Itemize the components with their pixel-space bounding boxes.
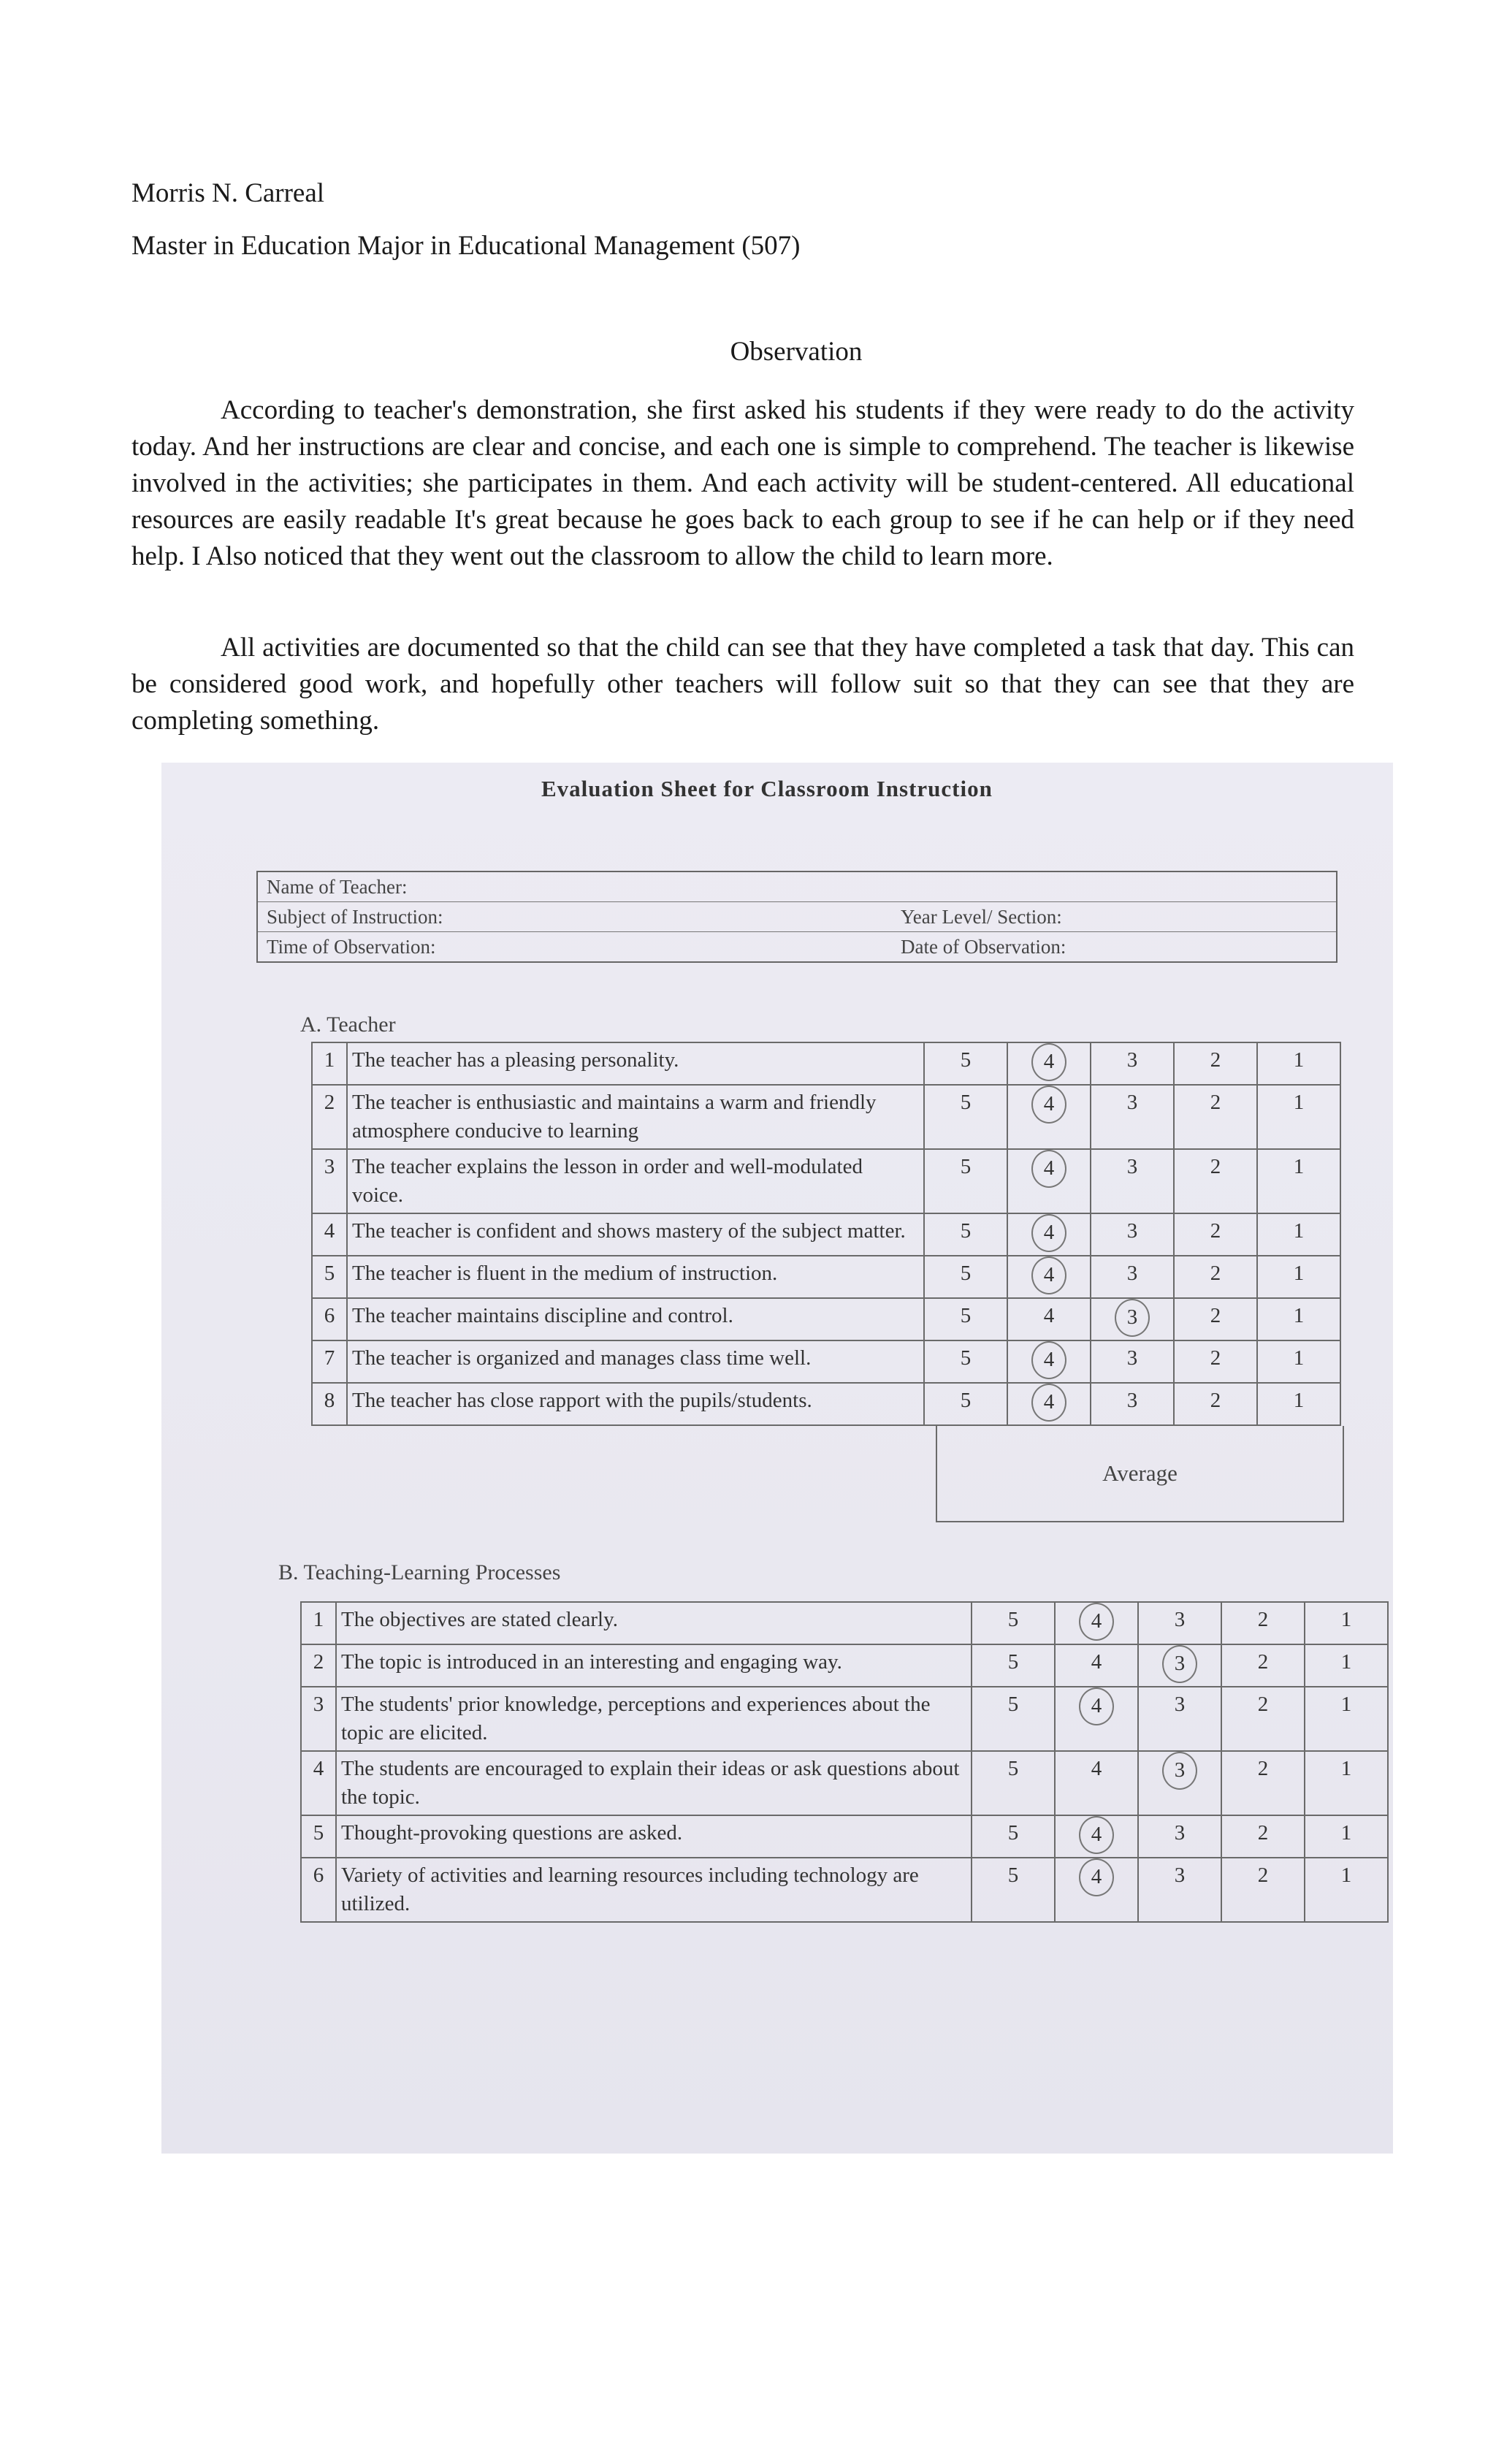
- item-number: 3: [312, 1149, 347, 1213]
- rating-value: 5: [1007, 1864, 1019, 1887]
- rating-cell-2: [1221, 1687, 1305, 1751]
- item-number: 1: [301, 1602, 336, 1644]
- circled-rating: 4: [1031, 1341, 1066, 1379]
- section-b-title: B. Teaching-Learning Processes: [278, 1560, 561, 1584]
- section-b-table: [300, 1601, 1389, 1923]
- item-number: 4: [301, 1751, 336, 1815]
- item-criterion: The teacher is organized and manages class time well.: [347, 1340, 924, 1383]
- rating-cell-4: [1055, 1815, 1138, 1858]
- rating-value: 3: [1126, 1262, 1138, 1285]
- rating-value: 5: [960, 1048, 972, 1072]
- teacher-info-box: [256, 871, 1337, 963]
- rating-cell-5: [972, 1751, 1055, 1815]
- observation-title: Observation: [730, 337, 863, 367]
- item-criterion: The objectives are stated clearly.: [336, 1602, 972, 1644]
- rating-value: 3: [1174, 1608, 1186, 1631]
- rating-value: 1: [1293, 1219, 1305, 1243]
- rating-value: 1: [1293, 1155, 1305, 1178]
- rating-cell-3: [1091, 1383, 1174, 1425]
- table-row: [301, 1602, 1388, 1644]
- rating-value: 5: [960, 1346, 972, 1370]
- item-number: 8: [312, 1383, 347, 1425]
- rating-value: 5: [1007, 1821, 1019, 1845]
- evaluation-sheet-photo: [161, 763, 1393, 2154]
- rating-cell-1: [1257, 1256, 1340, 1298]
- rating-cell-4: [1007, 1042, 1091, 1085]
- rating-cell-1: [1305, 1751, 1388, 1815]
- rating-cell-5: [924, 1085, 1007, 1149]
- item-number: 2: [301, 1644, 336, 1687]
- rating-value: 5: [960, 1155, 972, 1178]
- circled-rating: 3: [1162, 1752, 1197, 1790]
- rating-value: 3: [1126, 1219, 1138, 1243]
- rating-cell-1: [1257, 1298, 1340, 1340]
- rating-value: 2: [1210, 1389, 1221, 1412]
- rating-value: 1: [1340, 1821, 1352, 1845]
- rating-cell-5: [924, 1213, 1007, 1256]
- rating-value: 1: [1340, 1650, 1352, 1674]
- circled-rating: 4: [1031, 1043, 1066, 1081]
- rating-cell-2: [1174, 1383, 1257, 1425]
- rating-value: 4: [1091, 1757, 1102, 1780]
- rating-value: 5: [1007, 1693, 1019, 1716]
- rating-cell-3: [1091, 1340, 1174, 1383]
- item-criterion: The teacher is enthusiastic and maintains a warm and friendly atmosphere conducive to learning: [347, 1085, 924, 1149]
- rating-cell-5: [972, 1815, 1055, 1858]
- rating-value: 1: [1293, 1091, 1305, 1114]
- rating-value: 1: [1293, 1346, 1305, 1370]
- rating-cell-2: [1221, 1602, 1305, 1644]
- rating-value: 1: [1293, 1262, 1305, 1285]
- item-number: 6: [301, 1858, 336, 1922]
- rating-cell-4: [1007, 1213, 1091, 1256]
- rating-cell-3: [1091, 1085, 1174, 1149]
- rating-cell-5: [924, 1340, 1007, 1383]
- item-criterion: The teacher is fluent in the medium of instruction.: [347, 1256, 924, 1298]
- rating-value: 3: [1174, 1693, 1186, 1716]
- rating-cell-3: [1138, 1687, 1221, 1751]
- rating-cell-1: [1305, 1602, 1388, 1644]
- average-cell: [936, 1426, 1344, 1522]
- info-row-subject: [258, 902, 1336, 932]
- item-number: 2: [312, 1085, 347, 1149]
- rating-value: 1: [1340, 1693, 1352, 1716]
- rating-cell-4: [1007, 1340, 1091, 1383]
- item-criterion: The teacher explains the lesson in order and well-modulated voice.: [347, 1149, 924, 1213]
- rating-value: 4: [1043, 1304, 1055, 1327]
- rating-value: 2: [1257, 1864, 1269, 1887]
- rating-value: 5: [960, 1304, 972, 1327]
- circled-rating: 3: [1115, 1299, 1150, 1337]
- rating-cell-4: [1007, 1298, 1091, 1340]
- table-row: [312, 1149, 1340, 1213]
- rating-cell-1: [1257, 1213, 1340, 1256]
- item-number: 3: [301, 1687, 336, 1751]
- rating-cell-3: [1091, 1298, 1174, 1340]
- table-row: [301, 1644, 1388, 1687]
- rating-cell-5: [972, 1602, 1055, 1644]
- rating-value: 2: [1210, 1262, 1221, 1285]
- rating-cell-3: [1138, 1815, 1221, 1858]
- item-criterion: The teacher has close rapport with the pupils/students.: [347, 1383, 924, 1425]
- rating-cell-1: [1305, 1644, 1388, 1687]
- rating-value: 5: [960, 1262, 972, 1285]
- rating-value: 5: [960, 1091, 972, 1114]
- circled-rating: 4: [1031, 1086, 1066, 1124]
- subject-label: Subject of Instruction:: [267, 906, 443, 928]
- circled-rating: 4: [1079, 1603, 1114, 1641]
- rating-value: 2: [1210, 1304, 1221, 1327]
- item-criterion: The teacher is confident and shows mastery of the subject matter.: [347, 1213, 924, 1256]
- observation-paragraph-1: According to teacher's demonstration, she first asked his students if they were ready to do the activity today. And her instructions are clear and concise, and each one is simple to comprehend. The teacher is likewise involved in the activities; she participates in them. And each activity will be student-centered. All educational resources are easily readable It's great because he goes back to each group to see if he can help or if they need help. I Also noticed that they went out the classroom to allow the child to learn more.: [131, 395, 1354, 571]
- rating-value: 5: [960, 1219, 972, 1243]
- item-criterion: The topic is introduced in an interesting and engaging way.: [336, 1644, 972, 1687]
- author-name: Morris N. Carreal: [131, 178, 325, 208]
- table-row: [312, 1298, 1340, 1340]
- rating-cell-5: [972, 1858, 1055, 1922]
- section-a-table: [311, 1042, 1341, 1426]
- item-number: 6: [312, 1298, 347, 1340]
- rating-value: 2: [1210, 1091, 1221, 1114]
- rating-value: 3: [1126, 1346, 1138, 1370]
- item-criterion: Thought-provoking questions are asked.: [336, 1815, 972, 1858]
- rating-cell-2: [1174, 1298, 1257, 1340]
- rating-value: 2: [1257, 1821, 1269, 1845]
- rating-cell-4: [1007, 1383, 1091, 1425]
- observation-paragraph-2: All activities are documented so that the child can see that they have completed a task that day. This can be considered good work, and hopefully other teachers will follow suit so that they can see that they are completing something.: [131, 633, 1354, 736]
- rating-value: 5: [1007, 1757, 1019, 1780]
- table-row: [312, 1340, 1340, 1383]
- circled-rating: 4: [1079, 1687, 1114, 1725]
- item-number: 7: [312, 1340, 347, 1383]
- rating-value: 4: [1091, 1650, 1102, 1674]
- rating-cell-3: [1138, 1858, 1221, 1922]
- table-row: [312, 1085, 1340, 1149]
- circled-rating: 4: [1031, 1384, 1066, 1422]
- rating-cell-4: [1007, 1149, 1091, 1213]
- rating-value: 1: [1293, 1304, 1305, 1327]
- rating-value: 1: [1340, 1864, 1352, 1887]
- rating-value: 2: [1210, 1346, 1221, 1370]
- rating-cell-4: [1055, 1644, 1138, 1687]
- rating-cell-4: [1007, 1256, 1091, 1298]
- item-criterion: The teacher maintains discipline and control.: [347, 1298, 924, 1340]
- rating-value: 3: [1126, 1389, 1138, 1412]
- rating-cell-1: [1257, 1149, 1340, 1213]
- rating-cell-1: [1257, 1085, 1340, 1149]
- rating-cell-4: [1055, 1858, 1138, 1922]
- rating-cell-2: [1174, 1340, 1257, 1383]
- rating-cell-2: [1174, 1149, 1257, 1213]
- rating-value: 1: [1340, 1757, 1352, 1780]
- rating-cell-1: [1305, 1858, 1388, 1922]
- rating-cell-4: [1055, 1751, 1138, 1815]
- rating-cell-4: [1007, 1085, 1091, 1149]
- item-number: 5: [301, 1815, 336, 1858]
- rating-cell-5: [972, 1687, 1055, 1751]
- rating-value: 2: [1257, 1608, 1269, 1631]
- rating-cell-3: [1091, 1256, 1174, 1298]
- rating-value: 5: [960, 1389, 972, 1412]
- rating-value: 3: [1126, 1048, 1138, 1072]
- rating-cell-2: [1174, 1085, 1257, 1149]
- rating-cell-1: [1305, 1815, 1388, 1858]
- item-criterion: The students' prior knowledge, perceptions and experiences about the topic are elicited.: [336, 1687, 972, 1751]
- teacher-name-label: Name of Teacher:: [267, 876, 408, 898]
- rating-cell-3: [1091, 1042, 1174, 1085]
- circled-rating: 4: [1079, 1858, 1114, 1896]
- section-a-title: A. Teacher: [300, 1012, 396, 1037]
- circled-rating: 4: [1031, 1256, 1066, 1294]
- year-level-label: Year Level/ Section:: [901, 906, 1062, 928]
- rating-cell-5: [924, 1298, 1007, 1340]
- rating-value: 2: [1210, 1219, 1221, 1243]
- item-number: 4: [312, 1213, 347, 1256]
- item-number: 5: [312, 1256, 347, 1298]
- table-row: [312, 1042, 1340, 1085]
- rating-value: 2: [1257, 1757, 1269, 1780]
- circled-rating: 4: [1031, 1214, 1066, 1252]
- average-label: Average: [1102, 1460, 1178, 1486]
- rating-cell-5: [924, 1383, 1007, 1425]
- rating-cell-3: [1091, 1149, 1174, 1213]
- program-line: Master in Education Major in Educational Management (507): [131, 231, 801, 261]
- info-row-teacher: [258, 872, 1336, 902]
- rating-cell-1: [1257, 1042, 1340, 1085]
- table-row: [301, 1815, 1388, 1858]
- info-row-time: [258, 932, 1336, 961]
- rating-value: 1: [1293, 1048, 1305, 1072]
- rating-value: 2: [1210, 1155, 1221, 1178]
- rating-cell-5: [924, 1256, 1007, 1298]
- time-label: Time of Observation:: [267, 936, 436, 958]
- rating-value: 1: [1293, 1389, 1305, 1412]
- rating-value: 3: [1174, 1821, 1186, 1845]
- table-row: [312, 1256, 1340, 1298]
- rating-value: 5: [1007, 1608, 1019, 1631]
- rating-cell-1: [1257, 1383, 1340, 1425]
- rating-value: 2: [1210, 1048, 1221, 1072]
- rating-cell-1: [1257, 1340, 1340, 1383]
- rating-cell-3: [1138, 1644, 1221, 1687]
- evaluation-sheet-title: Evaluation Sheet for Classroom Instruction: [541, 776, 993, 801]
- rating-cell-5: [924, 1042, 1007, 1085]
- rating-cell-2: [1221, 1751, 1305, 1815]
- circled-rating: 4: [1031, 1150, 1066, 1188]
- item-criterion: The students are encouraged to explain their ideas or ask questions about the topic.: [336, 1751, 972, 1815]
- table-row: [312, 1383, 1340, 1425]
- date-label: Date of Observation:: [901, 936, 1066, 958]
- rating-cell-3: [1138, 1751, 1221, 1815]
- rating-value: 2: [1257, 1693, 1269, 1716]
- rating-cell-5: [972, 1644, 1055, 1687]
- rating-value: 3: [1126, 1091, 1138, 1114]
- table-row: [301, 1751, 1388, 1815]
- rating-cell-2: [1174, 1042, 1257, 1085]
- rating-cell-2: [1174, 1256, 1257, 1298]
- rating-cell-2: [1174, 1213, 1257, 1256]
- circled-rating: 4: [1079, 1816, 1114, 1854]
- rating-cell-2: [1221, 1858, 1305, 1922]
- rating-cell-3: [1138, 1602, 1221, 1644]
- rating-cell-4: [1055, 1602, 1138, 1644]
- table-row: [312, 1213, 1340, 1256]
- item-criterion: The teacher has a pleasing personality.: [347, 1042, 924, 1085]
- circled-rating: 3: [1162, 1645, 1197, 1683]
- item-number: 1: [312, 1042, 347, 1085]
- rating-cell-4: [1055, 1687, 1138, 1751]
- rating-cell-2: [1221, 1644, 1305, 1687]
- rating-value: 3: [1126, 1155, 1138, 1178]
- rating-cell-5: [924, 1149, 1007, 1213]
- rating-cell-2: [1221, 1815, 1305, 1858]
- table-row: [301, 1687, 1388, 1751]
- rating-value: 2: [1257, 1650, 1269, 1674]
- rating-cell-1: [1305, 1687, 1388, 1751]
- table-row: [301, 1858, 1388, 1922]
- item-criterion: Variety of activities and learning resources including technology are utilized.: [336, 1858, 972, 1922]
- rating-value: 5: [1007, 1650, 1019, 1674]
- rating-value: 1: [1340, 1608, 1352, 1631]
- rating-cell-3: [1091, 1213, 1174, 1256]
- rating-value: 3: [1174, 1864, 1186, 1887]
